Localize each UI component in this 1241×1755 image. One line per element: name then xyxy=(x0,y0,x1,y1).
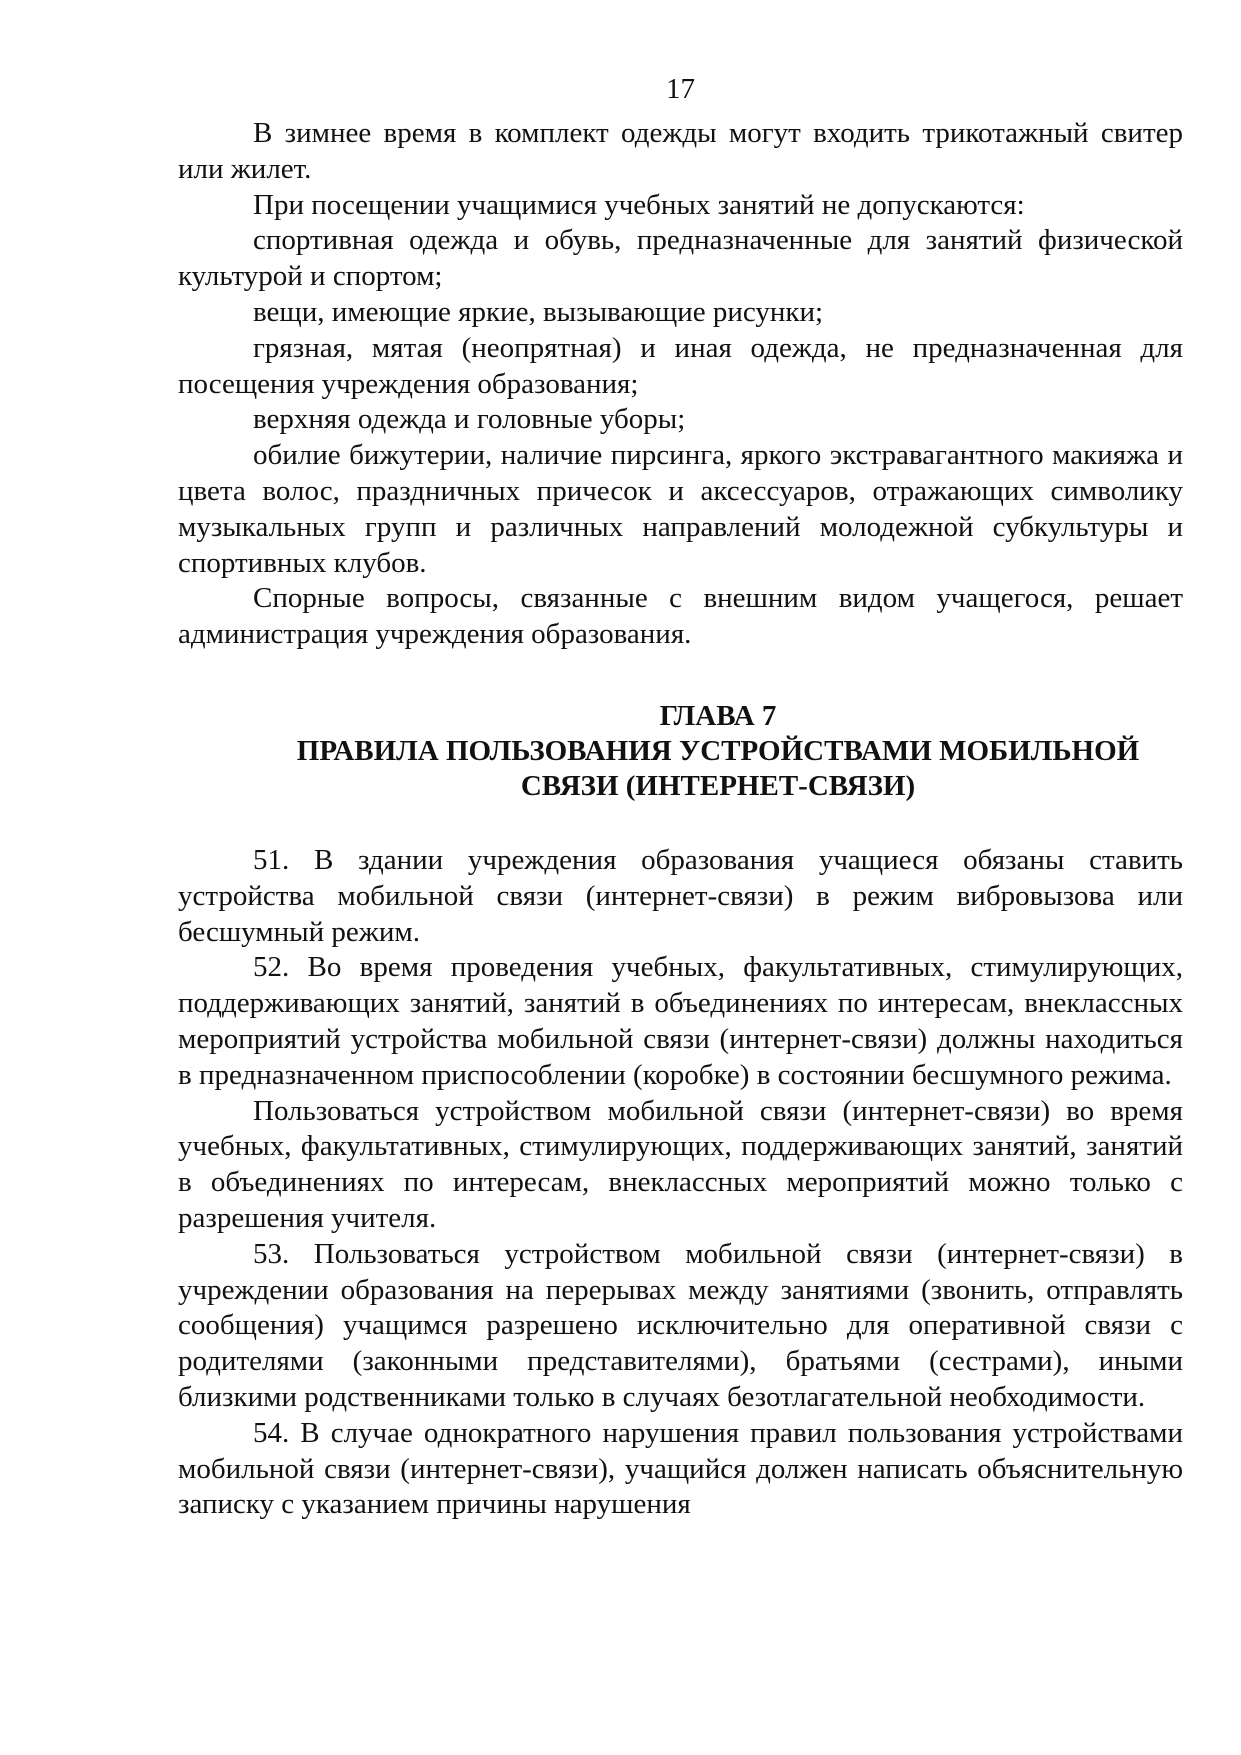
paragraph-sports-clothing: спортивная одежда и обувь, предназначенные для занятий физической культурой и спортом; xyxy=(178,224,1183,293)
chapter-heading xyxy=(178,699,1183,804)
paragraph-disputes: Спорные вопросы, связанные с внешним видом учащегося, решает администрация учреждения образования. xyxy=(178,582,1183,651)
document-page xyxy=(178,72,1183,1523)
rule-52-continuation: Пользоваться устройством мобильной связи (интернет-связи) во время учебных, факультативных, стимулирующих, поддерживающих занятий, занятий в объединениях по интересам, внеклассных мероприятий можно только с разрешения учителя. xyxy=(178,1094,1183,1234)
chapter-title-line-1: ПРАВИЛА ПОЛЬЗОВАНИЯ УСТРОЙСТВАМИ МОБИЛЬНОЙ xyxy=(296,734,1140,767)
paragraph-outerwear: верхняя одежда и головные уборы; xyxy=(253,403,686,436)
rule-51: 51. В здании учреждения образования учащиеся обязаны ставить устройства мобильной связи (интернет-связи) в режим вибровызова или бесшумный режим. xyxy=(178,843,1183,948)
chapter-number: ГЛАВА 7 xyxy=(659,699,777,732)
chapter-title-line-2: СВЯЗИ (ИНТЕРНЕТ-СВЯЗИ) xyxy=(520,769,916,802)
paragraph-dirty-clothing: грязная, мятая (неопрятная) и иная одежда, не предназначенная для посещения учреждения образования; xyxy=(178,331,1183,400)
page-number: 17 xyxy=(666,73,695,105)
paragraph-jewelry-piercing: обилие бижутерии, наличие пирсинга, яркого экстравагантного макияжа и цвета волос, праздничных причесок и аксессуаров, отражающих символику музыкальных групп и различных направлений молодежной субкультуры и спортивных клубов. xyxy=(178,439,1183,579)
paragraph-bright-prints: вещи, имеющие яркие, вызывающие рисунки; xyxy=(253,295,824,328)
paragraph-not-allowed-intro: При посещении учащимися учебных занятий не допускаются: xyxy=(253,188,1025,221)
rule-54: 54. В случае однократного нарушения правил пользования устройствами мобильной связи (интернет-связи), учащийся должен написать объяснительную записку с указанием причины нарушения xyxy=(178,1416,1183,1521)
rule-52: 52. Во время проведения учебных, факультативных, стимулирующих, поддерживающих занятий, занятий в объединениях по интересам, внеклассных мероприятий устройства мобильной связи (интернет-связи) должны находиться в предназначенном приспособлении (коробке) в состоянии бесшумного режима. xyxy=(178,951,1183,1091)
paragraph-winter-clothing: В зимнее время в комплект одежды могут входить трикотажный свитер или жилет. xyxy=(178,117,1183,185)
rule-53: 53. Пользоваться устройством мобильной связи (интернет-связи) в учреждении образования на перерывах между занятиями (звонить, отправлять сообщения) учащимся разрешено исключительно для оперативной связи с родителями (законными представителями), братьями (сестрами), иными близкими родственниками только в случаях безотлагательной необходимости. xyxy=(178,1237,1183,1413)
